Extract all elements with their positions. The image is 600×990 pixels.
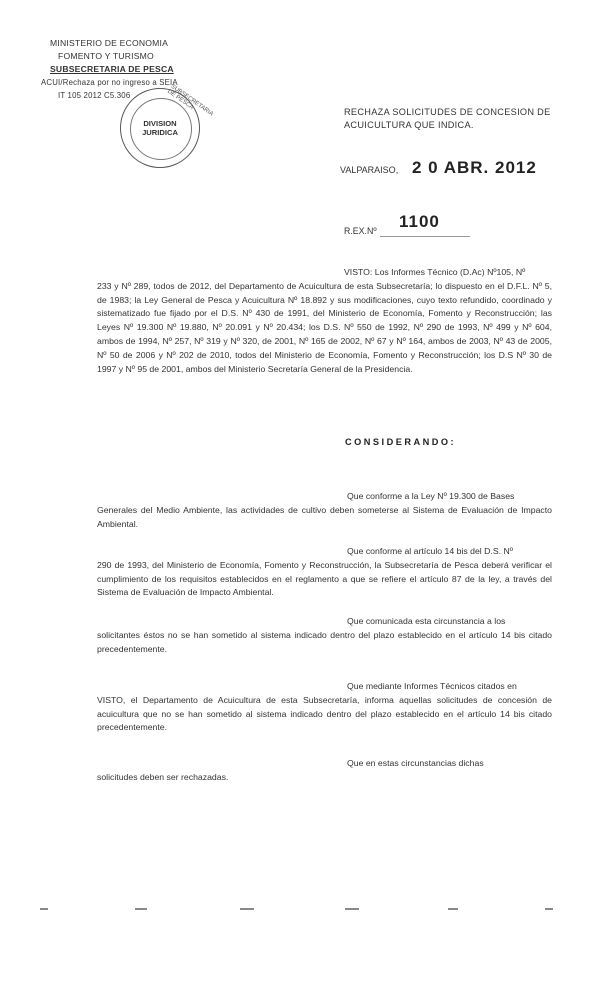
place-label: VALPARAISO, xyxy=(340,165,399,175)
reference-line2: IT 105 2012 C5.306 xyxy=(58,91,131,100)
scan-mark xyxy=(240,908,254,910)
visto-paragraph xyxy=(97,266,552,376)
scan-mark xyxy=(345,908,359,910)
stamp-ring-text: SUBSECRETARIA DE PESCA xyxy=(166,83,214,118)
considerando-paragraph-4 xyxy=(97,680,552,735)
scan-mark xyxy=(135,908,147,910)
document-title-line2: ACUICULTURA QUE INDICA. xyxy=(344,120,474,130)
official-stamp xyxy=(120,83,214,168)
paragraph-3-text: solicitantes éstos no se han sometido al sistema indicado dentro del plazo establecido en el artículo 14 bis citado precedentemente. xyxy=(97,629,552,654)
considerando-heading: CONSIDERANDO: xyxy=(345,437,457,447)
document-title-line1: RECHAZA SOLICITUDES DE CONCESION DE xyxy=(344,107,551,117)
paragraph-5-text: solicitudes deben ser rechazadas. xyxy=(97,771,229,782)
resolution-number: 1100 xyxy=(399,212,440,231)
paragraph-4-first-line: Que mediante Informes Técnicos citados en xyxy=(347,681,517,691)
scan-mark xyxy=(448,908,458,910)
stamp-label-line1: DIVISION xyxy=(143,119,177,128)
ministry-name-line1: MINISTERIO DE ECONOMIA xyxy=(50,38,169,48)
visto-first-line: VISTO: Los Informes Técnico (D.Ac) Nº105, Nº xyxy=(344,267,526,277)
document-title xyxy=(344,106,551,132)
paragraph-4-text: VISTO, el Departamento de Acuicultura de esta Subsecretaría, informa aquellas solicitudes de concesión de acuicultura que no se han sometido al sistema indicado dentro del plazo establecido en el artículo 14 bis citado precedentemente. xyxy=(97,694,552,733)
visto-text: 233 y Nº 289, todos de 2012, del Departamento de Acuicultura de esta Subsecretaría; lo dispuesto en el D.F.L. Nº 5, de 1983; la Ley General de Pesca y Acuicultura Nº 18.892 y sus modificaciones, cuyo texto refundido, coordinado y sistematizado fue fijado por el D.S. Nº 430 de 1991, del Ministerio de Economía, Fomento y Reconstrucción; las Leyes Nº 19.300 Nº 19.880, Nº 20.091 y Nº 20.434; los D.S. Nº 550 de 1992, Nº 290 de 1993, Nº 499 y Nº 604, ambos de 1994, Nº 257, Nº 319 y Nº 320, de 2001, Nº 165 de 2002, Nº 67 y Nº 164, ambos de 2003, Nº 43 de 2005, Nº 50 de 2006 y Nº 202 de 2010, todos del Ministerio de Economía, Fomento y Reconstrucción; los D.S Nº 30 de 1997 y Nº 95 de 2001, ambos del Ministerio Secretaría General de la Presidencia. xyxy=(97,280,552,374)
stamp-label xyxy=(121,119,199,137)
resolution-underline xyxy=(380,236,470,237)
paragraph-1-first-line: Que conforme a la Ley Nº 19.300 de Bases xyxy=(347,491,515,501)
date-stamp: 2 0 ABR. 2012 xyxy=(412,158,537,177)
stamp-label-line2: JURIDICA xyxy=(142,128,178,137)
scan-mark xyxy=(545,908,553,910)
paragraph-2-text: 290 de 1993, del Ministerio de Economía, Fomento y Reconstrucción, la Subsecretaría de Pesca deberá verificar el cumplimiento de los requisitos establecidos en el reglamento a que se refiere el artículo 87 de la ley, a través del Sistema de Evaluación de Impacto Ambiental. xyxy=(97,559,552,598)
considerando-paragraph-1 xyxy=(97,490,552,531)
considerando-paragraph-3 xyxy=(97,615,552,656)
paragraph-3-first-line: Que comunicada esta circunstancia a los xyxy=(347,616,506,626)
scan-mark xyxy=(40,908,48,910)
reference-line1: ACUI/Rechaza por no ingreso a SEIA xyxy=(41,78,178,87)
subsecretaria-name: SUBSECRETARIA DE PESCA xyxy=(50,64,174,74)
ministry-name-line2: FOMENTO Y TURISMO xyxy=(58,51,154,61)
paragraph-2-first-line: Que conforme al artículo 14 bis del D.S. Nº xyxy=(347,546,513,556)
considerando-paragraph-5 xyxy=(97,757,552,785)
paragraph-5-first-line: Que en estas circunstancias dichas xyxy=(347,758,484,768)
paragraph-1-text: Generales del Medio Ambiente, las actividades de cultivo deben someterse al Sistema de Evaluación de Impacto Ambiental. xyxy=(97,504,552,529)
resolution-label: R.EX.Nº xyxy=(344,226,377,236)
considerando-paragraph-2 xyxy=(97,545,552,600)
